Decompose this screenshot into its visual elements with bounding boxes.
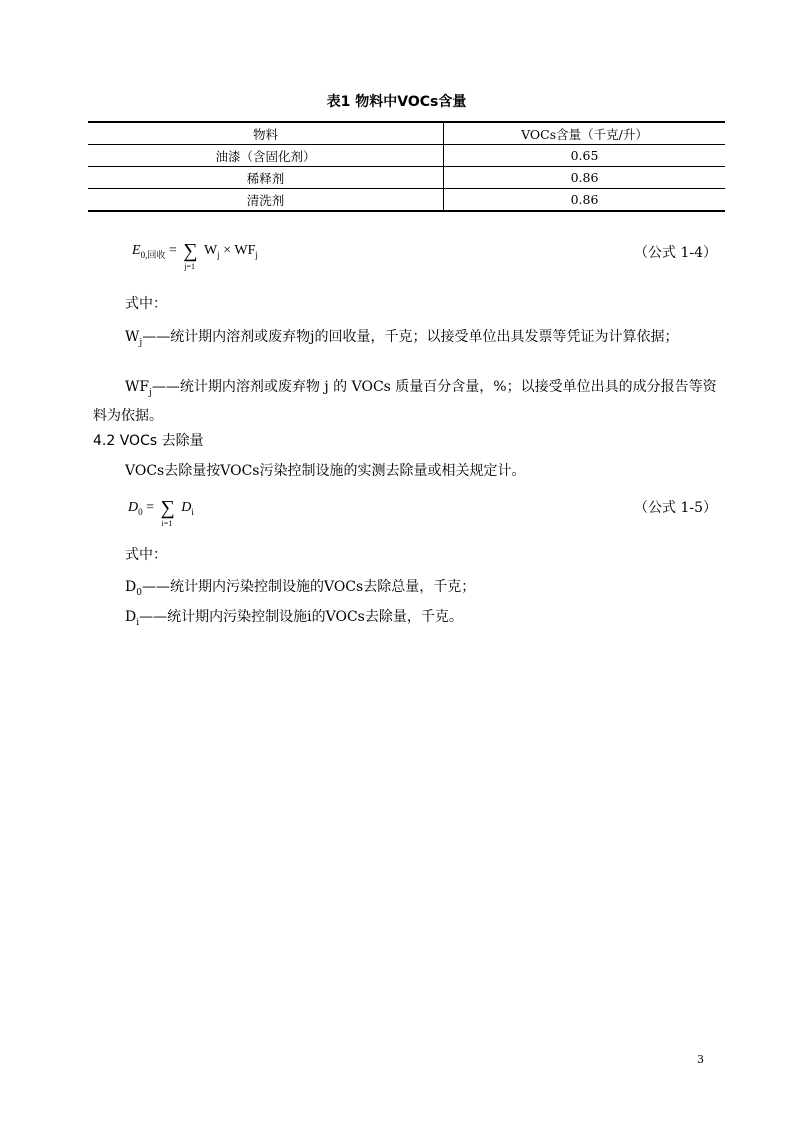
cell-value: 0.86 xyxy=(444,189,726,212)
di-symbol: D xyxy=(125,609,137,625)
wj-definition xyxy=(93,326,718,355)
page-number: 3 xyxy=(697,1053,704,1066)
formula-w: W xyxy=(204,243,218,258)
formula-lhs-sub: 0 xyxy=(138,507,143,517)
removal-intro: VOCs去除量按VOCs污染控制设施的实测去除量或相关规定计。 xyxy=(125,463,526,479)
d0-symbol: D xyxy=(125,579,137,595)
cell-material: 油漆（含固化剂） xyxy=(88,145,444,167)
cell-material: 稀释剂 xyxy=(88,167,444,189)
wfj-definition xyxy=(93,376,718,428)
wfj-symbol: WF xyxy=(125,379,150,395)
formula-wf-sub: j xyxy=(255,250,258,260)
summation-symbol xyxy=(160,497,175,528)
formula-times: × xyxy=(223,243,232,258)
where-label-2: 式中： xyxy=(125,547,167,563)
header-voc-content: VOCs含量（千克/升） xyxy=(444,122,726,145)
wj-symbol: W xyxy=(125,329,140,345)
header-material: 物料 xyxy=(88,122,444,145)
sum-index: j=1 xyxy=(184,262,195,271)
formula-1-5 xyxy=(128,497,194,528)
where-label-1: 式中： xyxy=(125,296,167,312)
table-title: 表1 物料中VOCs含量 xyxy=(326,94,467,110)
wj-sub: j xyxy=(139,338,143,348)
wj-text: ——统计期内溶剂或废弃物j的回收量，千克；以接受单位出具发票等凭证为计算依据； xyxy=(142,329,679,345)
voc-content-table xyxy=(88,121,725,212)
formula-rhs-sub: i xyxy=(191,507,194,517)
summation-symbol xyxy=(183,240,198,271)
d0-definition xyxy=(93,576,718,605)
d0-sub: 0 xyxy=(136,588,142,598)
table-row xyxy=(88,145,725,167)
formula-1-4 xyxy=(132,240,258,271)
di-sub: i xyxy=(136,618,140,628)
cell-value: 0.65 xyxy=(444,145,726,167)
sum-index: i=1 xyxy=(161,519,173,528)
cell-material: 清洗剂 xyxy=(88,189,444,212)
formula-equals: = xyxy=(168,243,177,258)
wfj-text: ——统计期内溶剂或废弃物 j 的 VOCs 质量百分含量，%；以接受单位出具的成分报告等资料为依据。 xyxy=(93,379,717,424)
formula-lhs-sub: 0,回收 xyxy=(140,250,166,260)
sum-sign: ∑ xyxy=(183,240,198,262)
d0-text: ——统计期内污染控制设施的VOCs去除总量，千克； xyxy=(141,579,476,595)
sum-sign: ∑ xyxy=(160,497,175,519)
formula-1-4-number: （公式 1-4） xyxy=(634,245,717,261)
formula-wf: WF xyxy=(234,243,256,258)
formula-rhs: D xyxy=(181,500,192,515)
di-definition xyxy=(93,606,718,635)
table-row xyxy=(88,167,725,189)
cell-value: 0.86 xyxy=(444,167,726,189)
formula-w-sub: j xyxy=(217,250,220,260)
table-row xyxy=(88,189,725,212)
table-header-row xyxy=(88,122,725,145)
formula-lhs: E xyxy=(132,243,141,258)
wfj-sub: j xyxy=(149,388,152,398)
formula-equals: = xyxy=(146,500,155,515)
section-heading-4-2: 4.2 VOCs 去除量 xyxy=(93,433,204,449)
formula-lhs: D xyxy=(128,500,139,515)
di-text: ——统计期内污染控制设施i的VOCs去除量，千克。 xyxy=(139,609,463,625)
formula-1-5-number: （公式 1-5） xyxy=(634,500,717,516)
